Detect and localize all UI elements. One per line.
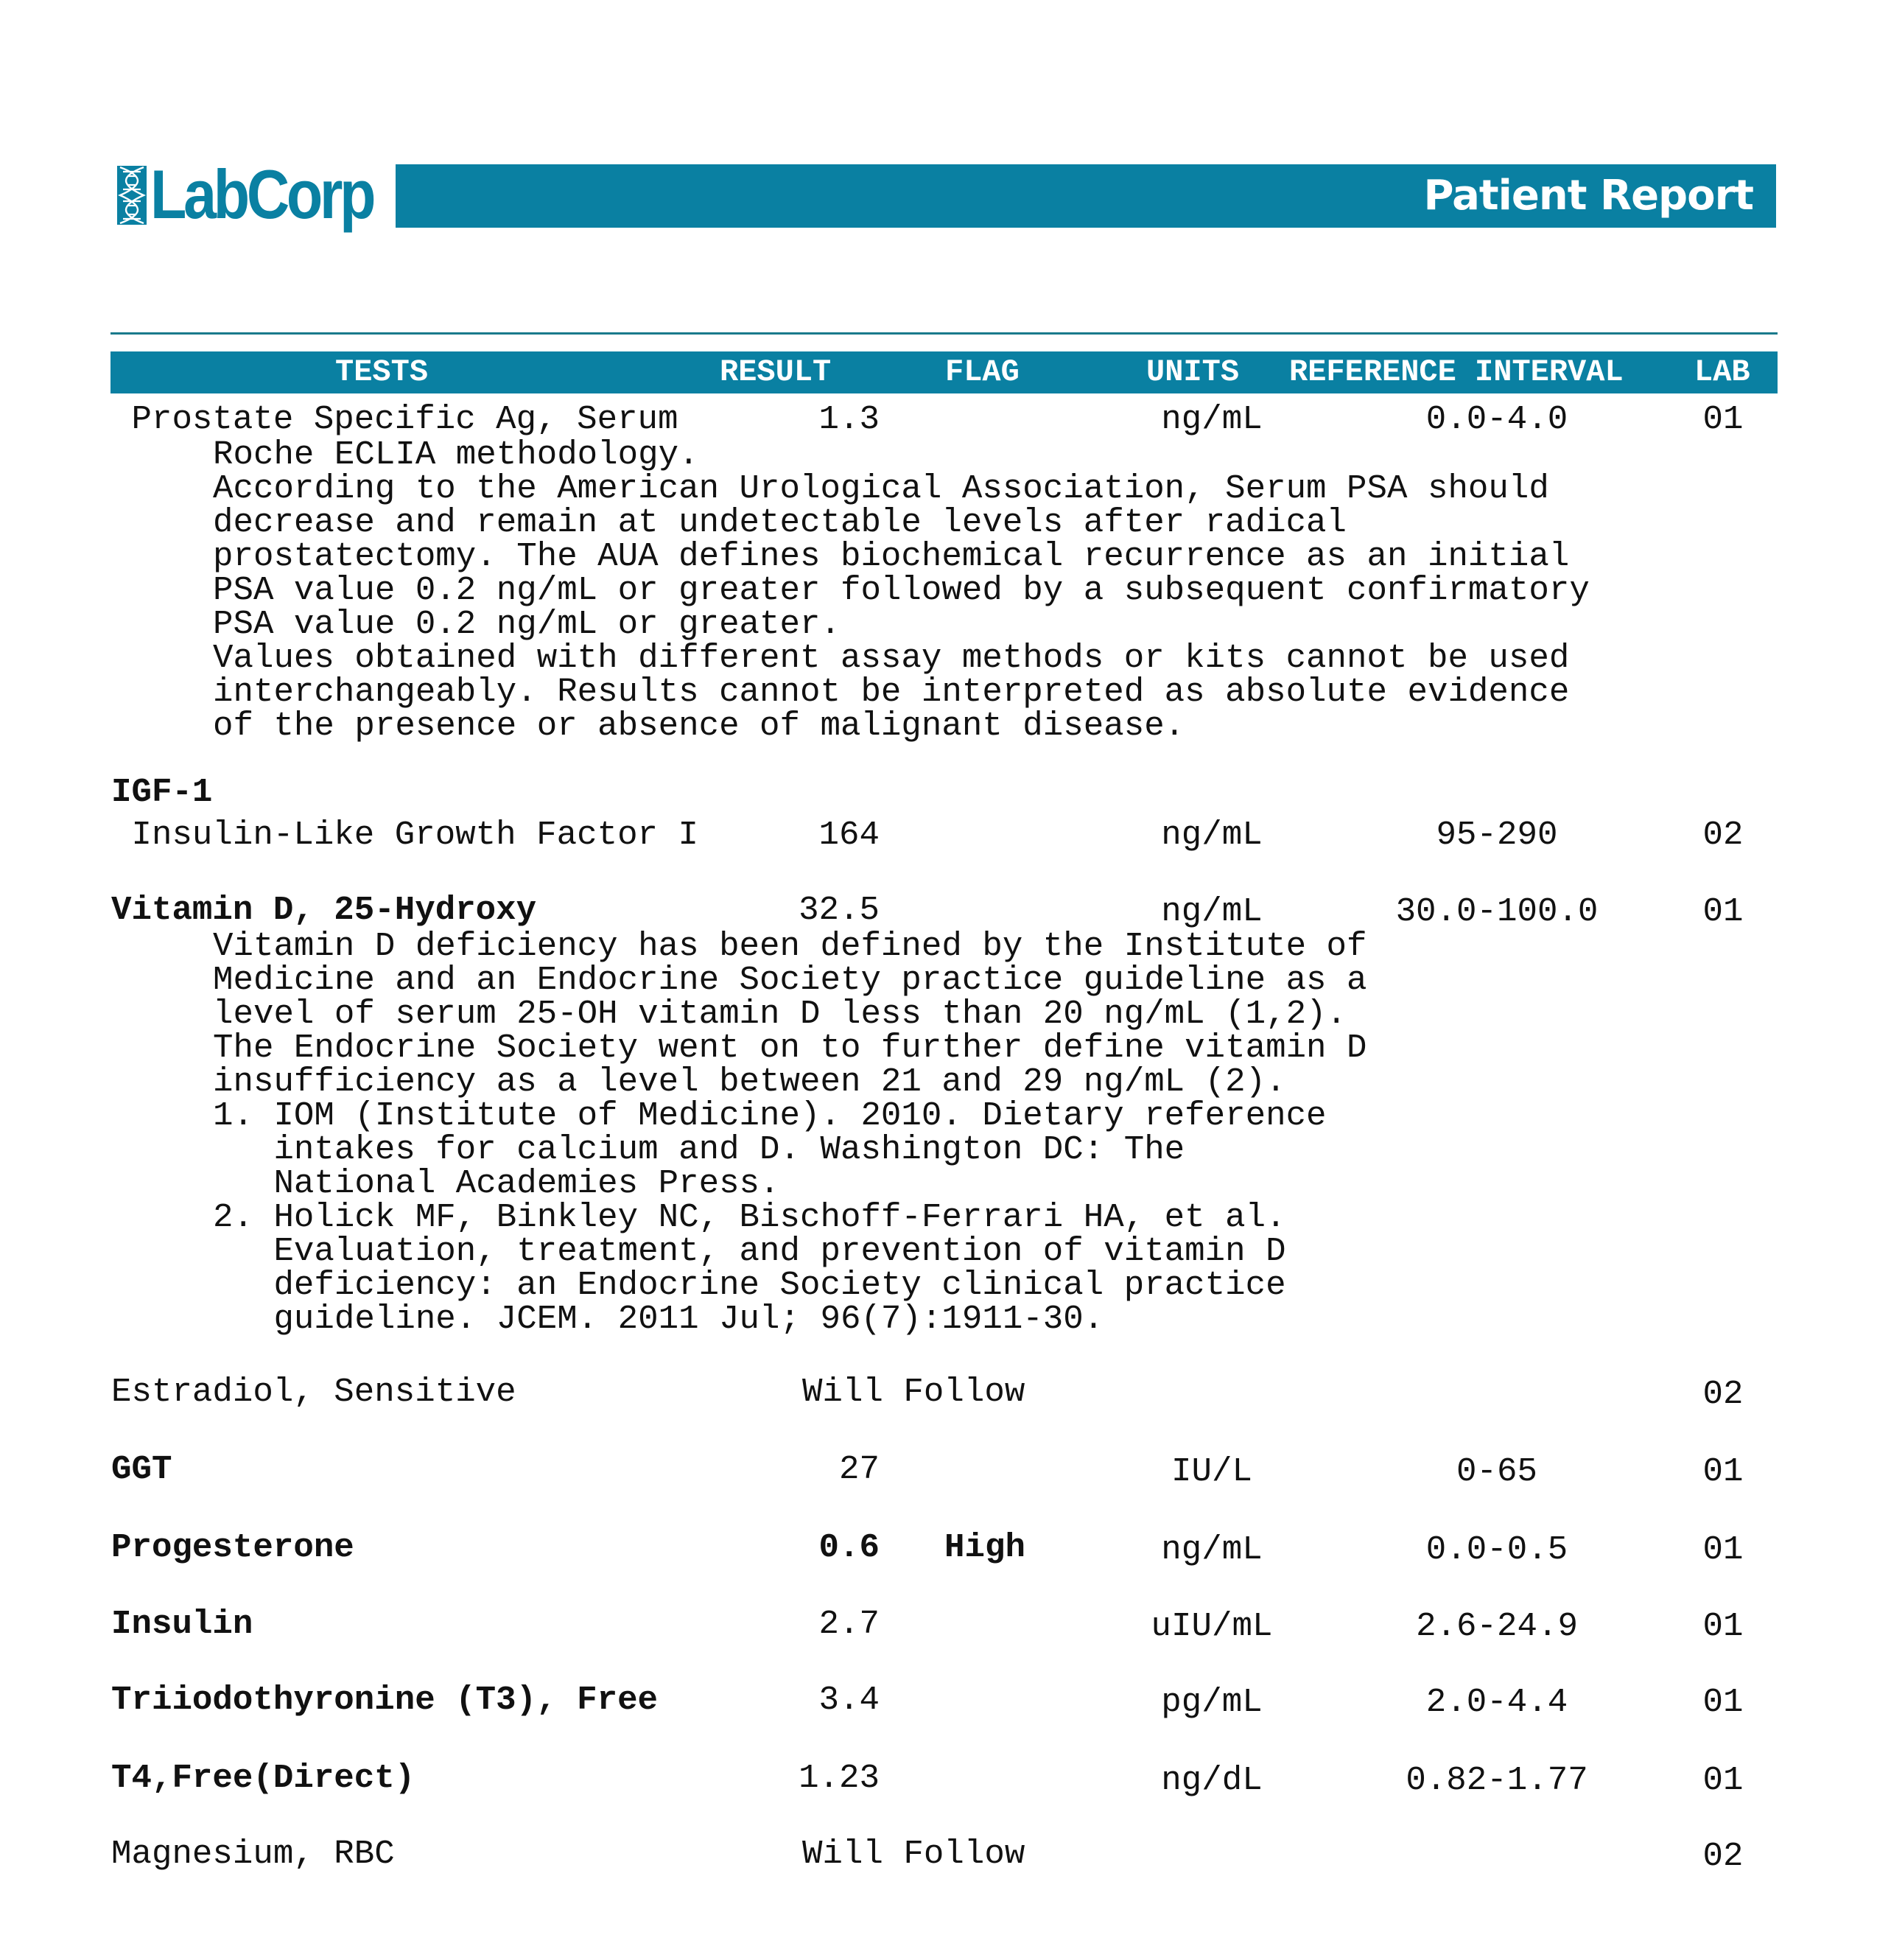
test-result: 2.7 xyxy=(818,1605,880,1643)
header-reference-interval: REFERENCE INTERVAL xyxy=(1289,354,1624,390)
test-name: Triiodothyronine (T3), Free xyxy=(111,1681,659,1719)
psa-comment xyxy=(213,435,1590,745)
test-reference-interval: 2.0-4.4 xyxy=(1425,1683,1568,1721)
test-lab: 01 xyxy=(1702,400,1744,438)
labcorp-logo-wordmark: LabCorp xyxy=(150,155,373,233)
test-result: Will Follow xyxy=(802,1373,1025,1411)
comment-line: According to the American Urological Association, Serum PSA should xyxy=(213,469,1549,508)
test-result: 3.4 xyxy=(818,1681,880,1719)
comment-line: guideline. JCEM. 2011 Jul; 96(7):1911-30. xyxy=(213,1300,1104,1338)
comment-line: deficiency: an Endocrine Society clinical practice xyxy=(213,1266,1286,1304)
comment-line: Medicine and an Endocrine Society practice guideline as a xyxy=(213,961,1367,999)
test-name: Insulin xyxy=(111,1605,253,1643)
test-units: ng/dL xyxy=(1161,1761,1263,1799)
test-name: Estradiol, Sensitive xyxy=(111,1373,516,1411)
comment-line: intakes for calcium and D. Washington DC: The xyxy=(213,1130,1185,1169)
test-reference-interval: 0-65 xyxy=(1456,1452,1537,1491)
header-result: RESULT xyxy=(720,354,832,390)
test-units: IU/L xyxy=(1171,1452,1252,1491)
comment-line: Roche ECLIA methodology. xyxy=(213,435,699,474)
header-units: UNITS xyxy=(1146,354,1240,390)
test-result: Will Follow xyxy=(802,1835,1025,1873)
test-lab: 01 xyxy=(1702,1607,1744,1645)
test-result: 164 xyxy=(818,816,880,854)
test-result: 0.6 xyxy=(818,1528,880,1567)
report-title-banner xyxy=(396,164,1776,228)
test-units: ng/mL xyxy=(1161,1530,1263,1569)
report-title: Patient Report xyxy=(1423,172,1753,220)
test-lab: 02 xyxy=(1702,816,1744,854)
comment-line: level of serum 25-OH vitamin D less than 20 ng/mL (1,2). xyxy=(213,995,1347,1033)
header-flag: FLAG xyxy=(945,354,1020,390)
labcorp-dna-logo-icon xyxy=(117,166,147,225)
test-reference-interval: 2.6-24.9 xyxy=(1416,1607,1578,1645)
comment-line: The Endocrine Society went on to further define vitamin D xyxy=(213,1029,1367,1067)
test-units: ng/mL xyxy=(1161,400,1263,438)
test-units: ng/mL xyxy=(1161,816,1263,854)
header-tests: TESTS xyxy=(335,354,429,390)
comment-line: of the presence or absence of malignant disease. xyxy=(213,707,1185,745)
test-name: Progesterone xyxy=(111,1528,354,1567)
comment-line: insufficiency as a level between 21 and 29 ng/mL (2). xyxy=(213,1063,1286,1101)
table-header xyxy=(110,351,1778,393)
test-units: ng/mL xyxy=(1161,892,1263,931)
test-name: Prostate Specific Ag, Serum xyxy=(111,400,678,438)
test-result: 32.5 xyxy=(799,891,880,929)
test-lab: 02 xyxy=(1702,1375,1744,1413)
test-reference-interval: 30.0-100.0 xyxy=(1395,892,1599,931)
test-group-title: IGF-1 xyxy=(111,773,213,811)
comment-line: PSA value 0.2 ng/mL or greater. xyxy=(213,605,841,643)
test-reference-interval: 0.0-4.0 xyxy=(1425,400,1568,438)
test-units: pg/mL xyxy=(1161,1683,1263,1721)
test-result: 1.3 xyxy=(818,400,880,438)
test-name: GGT xyxy=(111,1450,172,1488)
comment-line: PSA value 0.2 ng/mL or greater followed by a subsequent confirmatory xyxy=(213,571,1590,609)
test-reference-interval: 95-290 xyxy=(1436,816,1558,854)
comment-line: prostatectomy. The AUA defines biochemical recurrence as an initial xyxy=(213,537,1570,575)
comment-line: 1. IOM (Institute of Medicine). 2010. Dietary reference xyxy=(213,1096,1327,1135)
test-result: 27 xyxy=(839,1450,880,1488)
test-reference-interval: 0.82-1.77 xyxy=(1406,1761,1588,1799)
header-divider xyxy=(110,332,1778,335)
test-lab: 01 xyxy=(1702,892,1744,931)
test-flag: High xyxy=(944,1528,1025,1567)
test-lab: 01 xyxy=(1702,1530,1744,1569)
test-units: uIU/mL xyxy=(1151,1607,1273,1645)
comment-line: Values obtained with different assay methods or kits cannot be used xyxy=(213,639,1570,677)
comment-line: interchangeably. Results cannot be interpreted as absolute evidence xyxy=(213,673,1570,711)
comment-line: Evaluation, treatment, and prevention of vitamin D xyxy=(213,1232,1286,1270)
test-lab: 01 xyxy=(1702,1683,1744,1721)
test-lab: 02 xyxy=(1702,1837,1744,1875)
test-name: Insulin-Like Growth Factor I xyxy=(111,816,698,854)
comment-line: decrease and remain at undetectable levels after radical xyxy=(213,503,1347,542)
vitamin-d-comment xyxy=(213,929,1367,1336)
comment-line: 2. Holick MF, Binkley NC, Bischoff-Ferrari HA, et al. xyxy=(213,1198,1286,1236)
test-reference-interval: 0.0-0.5 xyxy=(1425,1530,1568,1569)
comment-line: Vitamin D deficiency has been defined by the Institute of xyxy=(213,927,1367,965)
test-name: T4,Free(Direct) xyxy=(111,1759,415,1797)
test-result: 1.23 xyxy=(799,1759,880,1797)
header-lab: LAB xyxy=(1694,354,1750,390)
test-name: Vitamin D, 25-Hydroxy xyxy=(111,891,537,929)
test-lab: 01 xyxy=(1702,1761,1744,1799)
comment-line: National Academies Press. xyxy=(213,1164,780,1203)
test-lab: 01 xyxy=(1702,1452,1744,1491)
test-name: Magnesium, RBC xyxy=(111,1835,395,1873)
